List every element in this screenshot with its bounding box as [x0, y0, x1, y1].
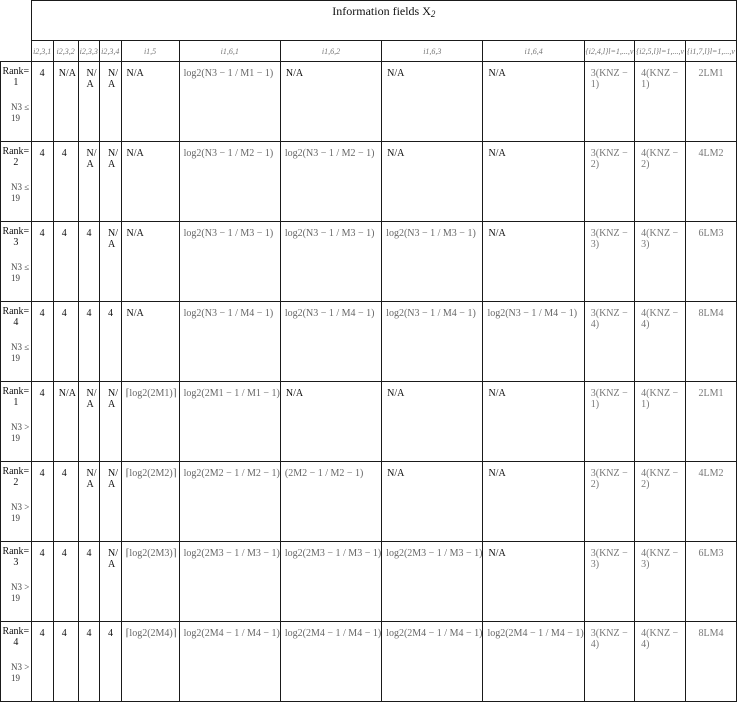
table-cell: N/ A	[100, 462, 122, 542]
rank-label: Rank=	[2, 546, 30, 557]
table-cell: 4	[31, 302, 53, 382]
table-row	[1, 302, 737, 382]
table-cell: N/A	[483, 62, 584, 142]
table-cell: N/A	[483, 222, 584, 302]
table-cell: N/A	[121, 222, 179, 302]
table-cell: 3(KNZ − 4)	[584, 622, 634, 702]
table-cell: N/A	[382, 382, 483, 462]
rank-number: 3	[13, 237, 19, 248]
rank-condition: N3 > 19	[11, 502, 30, 523]
table-cell: 4	[78, 222, 100, 302]
table-cell: N/A	[483, 542, 584, 622]
table-cell: N/A	[53, 62, 78, 142]
table-cell: 4(KNZ − 2)	[635, 142, 686, 222]
table-cell: 4(KNZ − 3)	[635, 542, 686, 622]
rank-condition: N3 ≤ 19	[11, 342, 30, 363]
table-cell: 2LM1	[685, 62, 736, 142]
rank-condition: N3 ≤ 19	[11, 182, 30, 203]
column-header: {i2,5,l}l=1,...,v	[635, 41, 686, 62]
table-cell: N/A	[483, 462, 584, 542]
table-cell: log2(N3 − 1 / M3 − 1)	[179, 222, 280, 302]
table-cell: N/ A	[78, 62, 100, 142]
column-header: i2,3,1	[31, 41, 53, 62]
table-cell: N/ A	[100, 382, 122, 462]
table-cell: N/A	[280, 62, 381, 142]
table-cell: N/A	[280, 382, 381, 462]
column-header: i1,5	[121, 41, 179, 62]
table-cell: N/A	[483, 382, 584, 462]
table-cell: 4LM2	[685, 142, 736, 222]
rank-cell	[1, 542, 32, 622]
rank-condition: N3 > 19	[11, 582, 30, 603]
table-cell: N/ A	[78, 142, 100, 222]
table-row	[1, 462, 737, 542]
table-row	[1, 62, 737, 142]
table-cell: N/ A	[78, 382, 100, 462]
table-cell: log2(2M2 − 1 / M2 − 1)	[179, 462, 280, 542]
table-cell: 4	[78, 622, 100, 702]
table-row	[1, 622, 737, 702]
rank-number: 2	[13, 477, 19, 488]
table-cell: log2(2M3 − 1 / M3 − 1)	[280, 542, 381, 622]
table-cell: 4(KNZ − 4)	[635, 622, 686, 702]
table-cell: N/A	[382, 62, 483, 142]
table-row	[1, 382, 737, 462]
table-cell: N/A	[121, 302, 179, 382]
table-cell: ⌈log2(2M3)⌉	[121, 542, 179, 622]
table-cell: 4(KNZ − 1)	[635, 382, 686, 462]
table-cell: 4	[53, 462, 78, 542]
table-cell: 4	[100, 622, 122, 702]
rank-label: Rank=	[2, 146, 30, 157]
table-cell: N/A	[121, 142, 179, 222]
table-cell: N/ A	[100, 542, 122, 622]
table-cell: 4	[53, 302, 78, 382]
table-cell: ⌈log2(2M4)⌉	[121, 622, 179, 702]
column-header: {i1,7,l}l=1,...,v	[685, 41, 736, 62]
rank-cell	[1, 462, 32, 542]
table-cell: 4(KNZ − 1)	[635, 62, 686, 142]
table-cell: 2LM1	[685, 382, 736, 462]
table-cell: 3(KNZ − 4)	[584, 302, 634, 382]
column-header: i2,3,2	[53, 41, 78, 62]
table-cell: 4	[31, 542, 53, 622]
rank-number: 2	[13, 157, 19, 168]
rank-number: 1	[13, 77, 19, 88]
table-cell: log2(2M3 − 1 / M3 − 1)	[382, 542, 483, 622]
corner-cell	[1, 1, 32, 62]
table-cell: 3(KNZ − 3)	[584, 542, 634, 622]
table-cell: 3(KNZ − 2)	[584, 142, 634, 222]
rank-number: 4	[13, 317, 19, 328]
rank-number: 3	[13, 557, 19, 568]
table-cell: log2(N3 − 1 / M4 − 1)	[382, 302, 483, 382]
table-cell: 4(KNZ − 4)	[635, 302, 686, 382]
table-cell: log2(N3 − 1 / M2 − 1)	[179, 142, 280, 222]
table-cell: 3(KNZ − 2)	[584, 462, 634, 542]
column-header: {i2,4,l}l=1,...,v	[584, 41, 634, 62]
column-header: i1,6,4	[483, 41, 584, 62]
rank-number: 1	[13, 397, 19, 408]
table-cell: N/A	[53, 382, 78, 462]
table-cell: log2(N3 − 1 / M3 − 1)	[382, 222, 483, 302]
table-cell: 4	[53, 222, 78, 302]
table-row	[1, 222, 737, 302]
table-cell: log2(2M4 − 1 / M4 − 1)	[280, 622, 381, 702]
table-title: Information fields X2	[31, 1, 736, 41]
table-cell: N/ A	[78, 462, 100, 542]
table-cell: N/ A	[100, 62, 122, 142]
rank-cell	[1, 382, 32, 462]
rank-condition: N3 > 19	[11, 422, 30, 443]
table-cell: N/A	[483, 142, 584, 222]
column-header: i1,6,1	[179, 41, 280, 62]
table-cell: 4	[53, 142, 78, 222]
rank-cell	[1, 142, 32, 222]
table-cell: log2(N3 − 1 / M2 − 1)	[280, 142, 381, 222]
table-cell: 8LM4	[685, 622, 736, 702]
table-cell: N/A	[382, 462, 483, 542]
table-cell: 4	[31, 382, 53, 462]
table-row	[1, 142, 737, 222]
table-cell: 3(KNZ − 3)	[584, 222, 634, 302]
table-cell: log2(N3 − 1 / M1 − 1)	[179, 62, 280, 142]
table-cell: 4	[100, 302, 122, 382]
rank-condition: N3 ≤ 19	[11, 262, 30, 283]
table-cell: 6LM3	[685, 542, 736, 622]
table-cell: log2(N3 − 1 / M3 − 1)	[280, 222, 381, 302]
rank-condition: N3 > 19	[11, 662, 30, 683]
table-cell: log2(2M4 − 1 / M4 − 1)	[382, 622, 483, 702]
table-cell: N/ A	[100, 142, 122, 222]
column-header: i2,3,3	[78, 41, 100, 62]
table-cell: 4	[31, 222, 53, 302]
table-cell: log2(2M3 − 1 / M3 − 1)	[179, 542, 280, 622]
table-cell: (2M2 − 1 / M2 − 1)	[280, 462, 381, 542]
table-cell: 4	[31, 462, 53, 542]
rank-label: Rank=	[2, 466, 30, 477]
table-cell: 4	[31, 62, 53, 142]
rank-label: Rank=	[2, 226, 30, 237]
table-cell: N/A	[382, 142, 483, 222]
rank-label: Rank=	[2, 306, 30, 317]
table-cell: log2(N3 − 1 / M4 − 1)	[280, 302, 381, 382]
table-cell: log2(N3 − 1 / M4 − 1)	[483, 302, 584, 382]
table-cell: 6LM3	[685, 222, 736, 302]
table-cell: 4	[31, 142, 53, 222]
table-cell: ⌈log2(2M1)⌉	[121, 382, 179, 462]
column-header: i1,6,3	[382, 41, 483, 62]
table-cell: 4(KNZ − 3)	[635, 222, 686, 302]
table-cell: log2(2M1 − 1 / M1 − 1)	[179, 382, 280, 462]
rank-cell	[1, 62, 32, 142]
table-cell: N/A	[121, 62, 179, 142]
column-header: i1,6,2	[280, 41, 381, 62]
table-cell: 4	[53, 542, 78, 622]
rank-label: Rank=	[2, 626, 30, 637]
table-cell: 3(KNZ − 1)	[584, 382, 634, 462]
table-cell: 4(KNZ − 2)	[635, 462, 686, 542]
table-cell: 8LM4	[685, 302, 736, 382]
table-cell: 4	[53, 622, 78, 702]
table-cell: 4	[78, 542, 100, 622]
rank-condition: N3 ≤ 19	[11, 102, 30, 123]
table-cell: log2(2M4 − 1 / M4 − 1)	[179, 622, 280, 702]
table-row	[1, 542, 737, 622]
rank-label: Rank=	[2, 386, 30, 397]
table-cell: 3(KNZ − 1)	[584, 62, 634, 142]
rank-label: Rank=	[2, 66, 30, 77]
table-cell: 4	[78, 302, 100, 382]
table-cell: N/ A	[100, 222, 122, 302]
table-cell: 4LM2	[685, 462, 736, 542]
table-cell: ⌈log2(2M2)⌉	[121, 462, 179, 542]
table-cell: log2(2M4 − 1 / M4 − 1)	[483, 622, 584, 702]
rank-cell	[1, 302, 32, 382]
rank-number: 4	[13, 637, 19, 648]
table-cell: 4	[31, 622, 53, 702]
column-header: i2,3,4	[100, 41, 122, 62]
rank-cell	[1, 222, 32, 302]
rank-cell	[1, 622, 32, 702]
table-cell: log2(N3 − 1 / M4 − 1)	[179, 302, 280, 382]
